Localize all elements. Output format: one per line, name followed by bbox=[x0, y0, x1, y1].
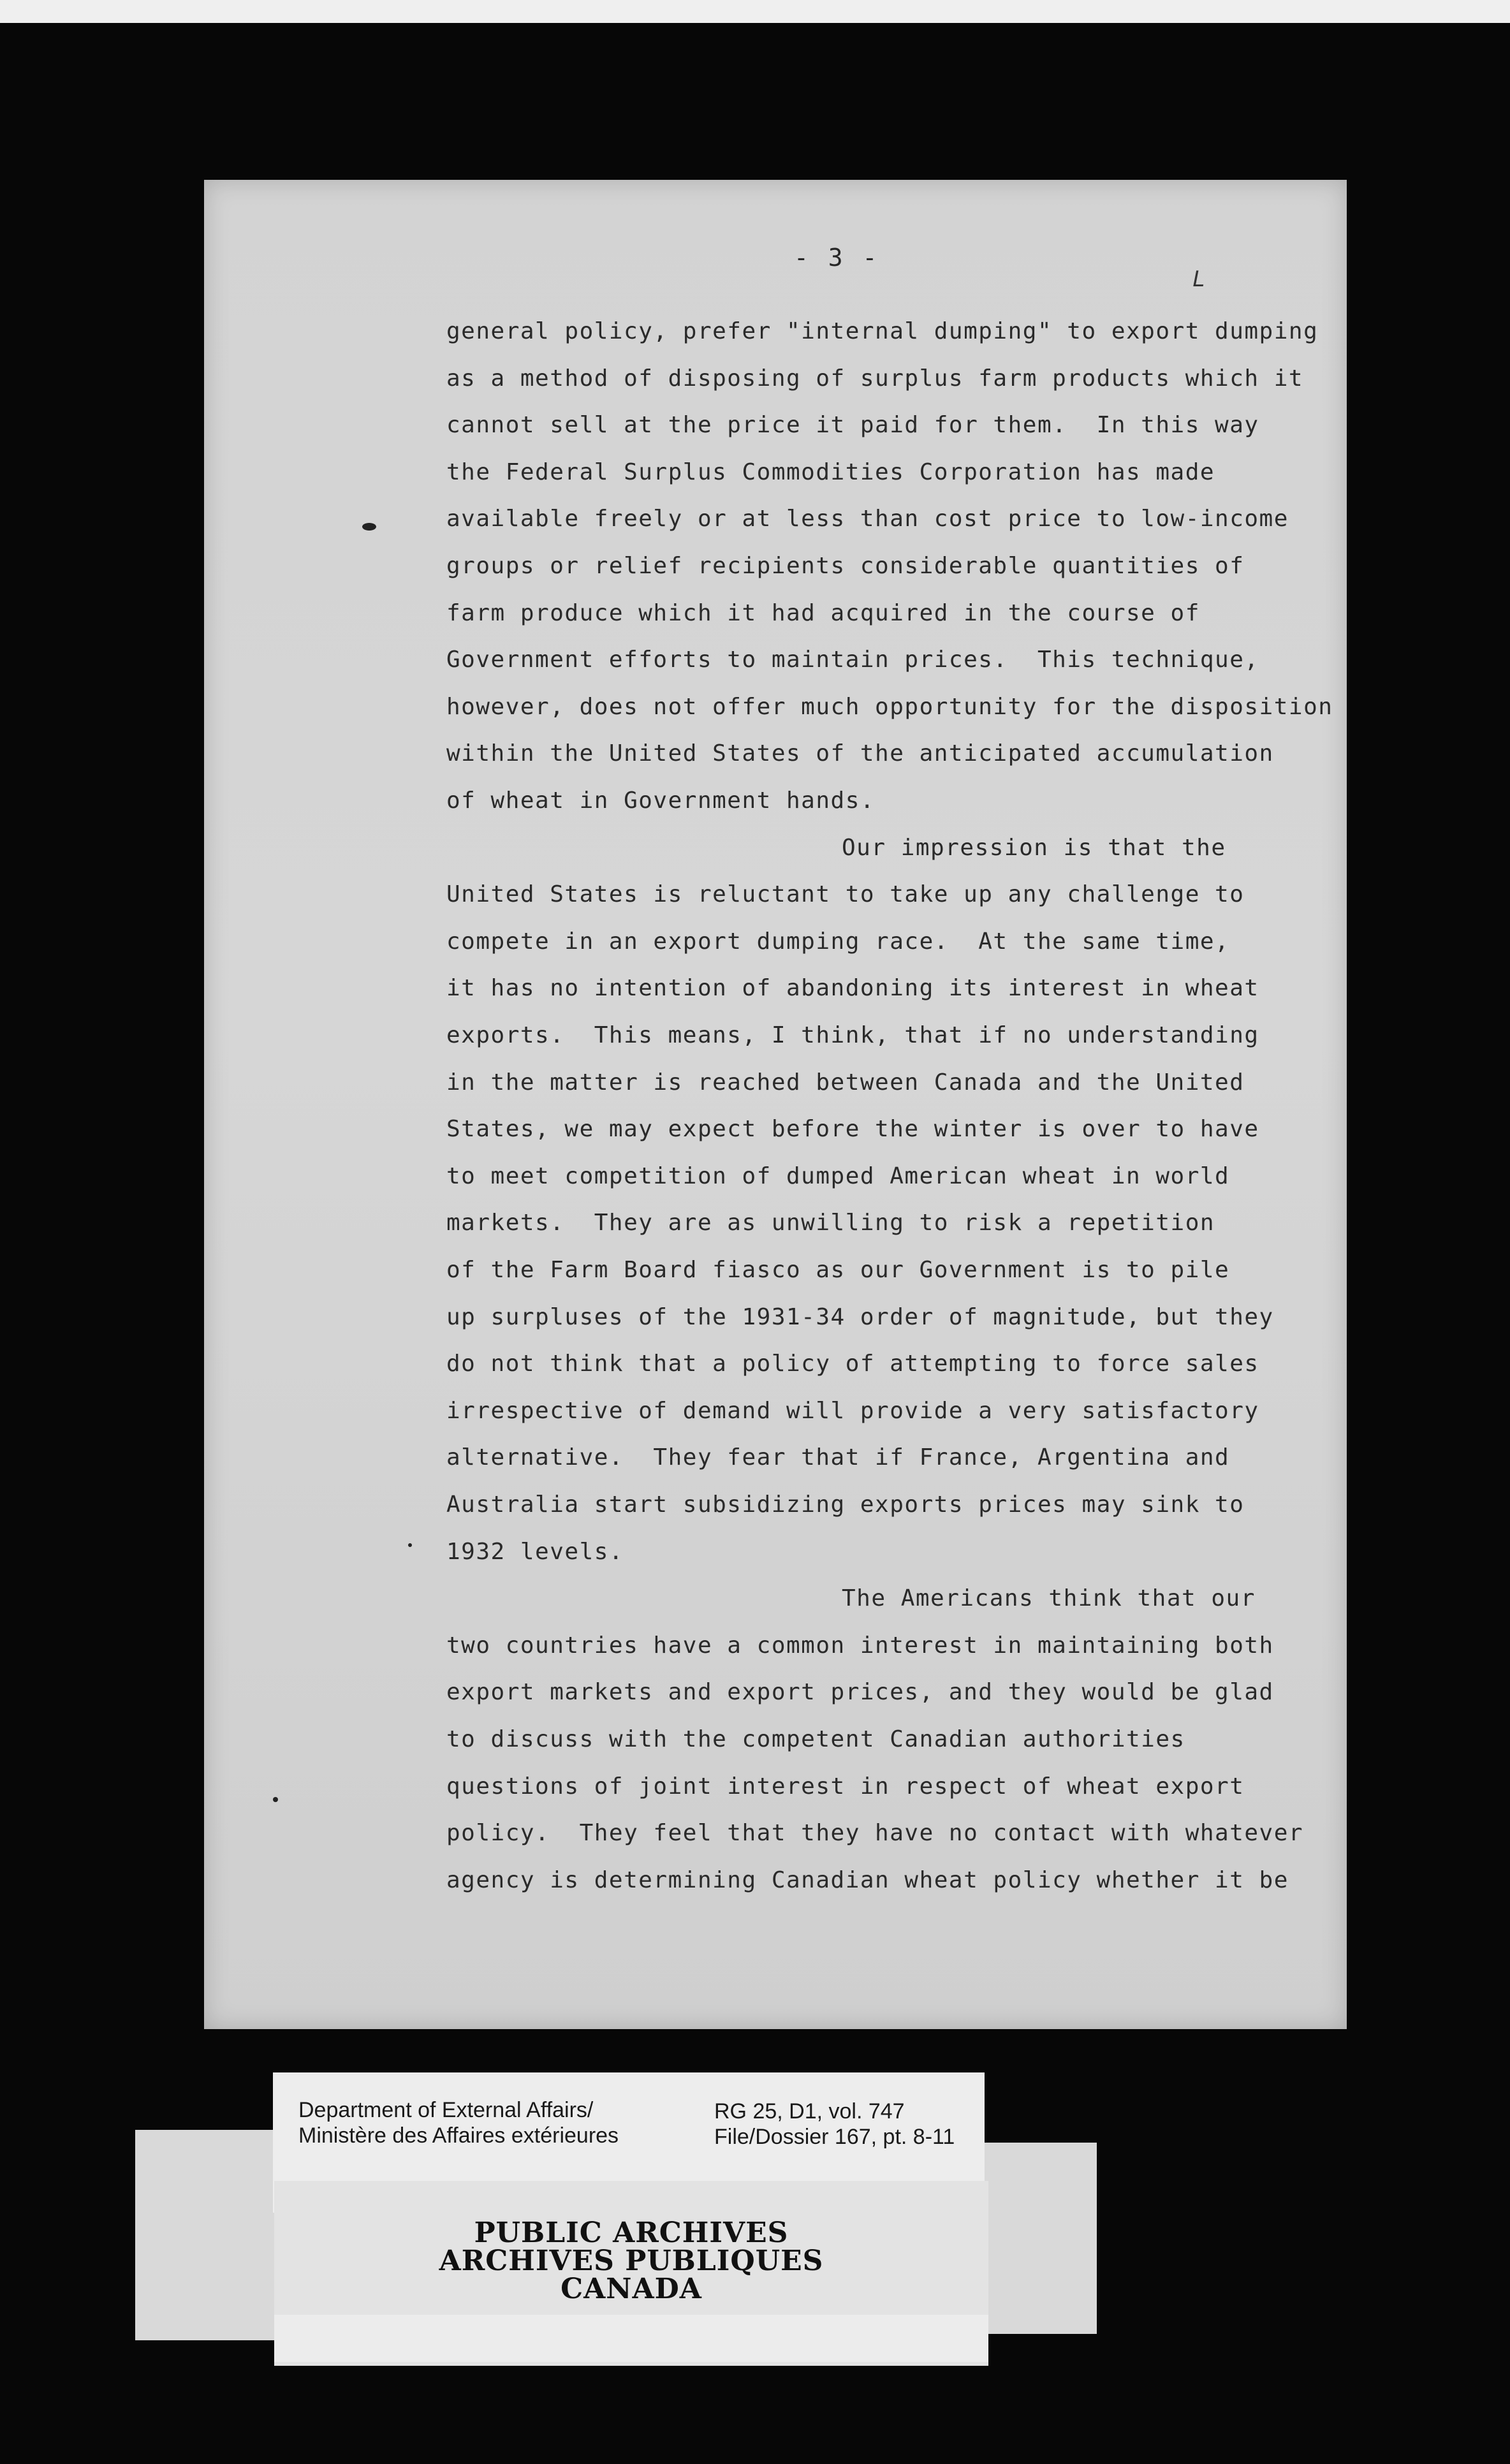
page-number: - 3 - bbox=[794, 244, 880, 272]
text-line: questions of joint interest in respect of wheat export bbox=[446, 1773, 1245, 1800]
text-line: available freely or at less than cost price to low-income bbox=[446, 506, 1289, 532]
text-line: to meet competition of dumped American wheat in world bbox=[446, 1163, 1230, 1189]
text-line: United States is reluctant to take up any challenge to bbox=[446, 881, 1245, 907]
film-bottom-strip bbox=[274, 2315, 988, 2362]
text-line: to discuss with the competent Canadian authorities bbox=[446, 1726, 1185, 1752]
text-line: it has no intention of abandoning its interest in wheat bbox=[446, 975, 1259, 1001]
text-line: groups or relief recipients considerable quantities of bbox=[446, 553, 1245, 579]
text-line: The Americans think that our bbox=[842, 1585, 1256, 1611]
file-reference: File/Dossier 167, pt. 8-11 bbox=[714, 2125, 955, 2149]
text-line: of wheat in Government hands. bbox=[446, 788, 876, 814]
stamp-mount-left bbox=[135, 2130, 279, 2340]
stamp-line-country: CANADA bbox=[561, 2273, 702, 2305]
text-line: irrespective of demand will provide a very satisfactory bbox=[446, 1398, 1259, 1424]
text-line: States, we may expect before the winter is over to have bbox=[446, 1116, 1259, 1142]
text-line: export markets and export prices, and they would be glad bbox=[446, 1679, 1274, 1705]
text-line: in the matter is reached between Canada and the United bbox=[446, 1069, 1245, 1096]
text-line: of the Farm Board fiasco as our Government is to pile bbox=[446, 1257, 1230, 1283]
text-line: Government efforts to maintain prices. This technique, bbox=[446, 647, 1259, 673]
text-line: farm produce which it had acquired in the course of bbox=[446, 600, 1200, 626]
ink-speck bbox=[273, 1797, 278, 1802]
corner-annotation: L bbox=[1192, 267, 1206, 292]
text-line: do not think that a policy of attempting to force sales bbox=[446, 1351, 1259, 1377]
text-line: alternative. They fear that if France, Argentina and bbox=[446, 1444, 1230, 1470]
stamp-line-french: ARCHIVES PUBLIQUES bbox=[439, 2245, 824, 2277]
text-line: however, does not offer much opportunity for the disposition bbox=[446, 694, 1333, 720]
record-group-reference: RG 25, D1, vol. 747 bbox=[714, 2099, 905, 2123]
department-english: Department of External Affairs/ bbox=[298, 2098, 594, 2122]
text-line: the Federal Surplus Commodities Corporation has made bbox=[446, 459, 1215, 485]
department-french: Ministère des Affaires extérieures bbox=[298, 2123, 619, 2148]
text-line: exports. This means, I think, that if no understanding bbox=[446, 1022, 1259, 1048]
text-line: cannot sell at the price it paid for them. In this way bbox=[446, 412, 1259, 438]
text-line: Our impression is that the bbox=[842, 835, 1226, 861]
ink-speck bbox=[408, 1543, 412, 1547]
text-line: up surpluses of the 1931-34 order of magnitude, but they bbox=[446, 1304, 1274, 1330]
text-line: markets. They are as unwilling to risk a repetition bbox=[446, 1210, 1215, 1236]
stamp-line-english: PUBLIC ARCHIVES bbox=[474, 2217, 789, 2249]
text-line: as a method of disposing of surplus farm products which it bbox=[446, 365, 1304, 392]
stamp-mount-right bbox=[976, 2143, 1097, 2334]
text-line: general policy, prefer "internal dumping" to export dumping bbox=[446, 318, 1319, 344]
film-top-edge bbox=[0, 0, 1510, 23]
text-line: two countries have a common interest in maintaining both bbox=[446, 1632, 1274, 1659]
text-line: agency is determining Canadian wheat policy whether it be bbox=[446, 1867, 1289, 1893]
ink-speck bbox=[362, 523, 376, 531]
text-line: 1932 levels. bbox=[446, 1539, 624, 1565]
text-line: compete in an export dumping race. At the same time, bbox=[446, 928, 1230, 955]
text-line: Australia start subsidizing exports prices may sink to bbox=[446, 1492, 1245, 1518]
text-line: policy. They feel that they have no contact with whatever bbox=[446, 1820, 1304, 1846]
text-line: within the United States of the anticipated accumulation bbox=[446, 740, 1274, 766]
